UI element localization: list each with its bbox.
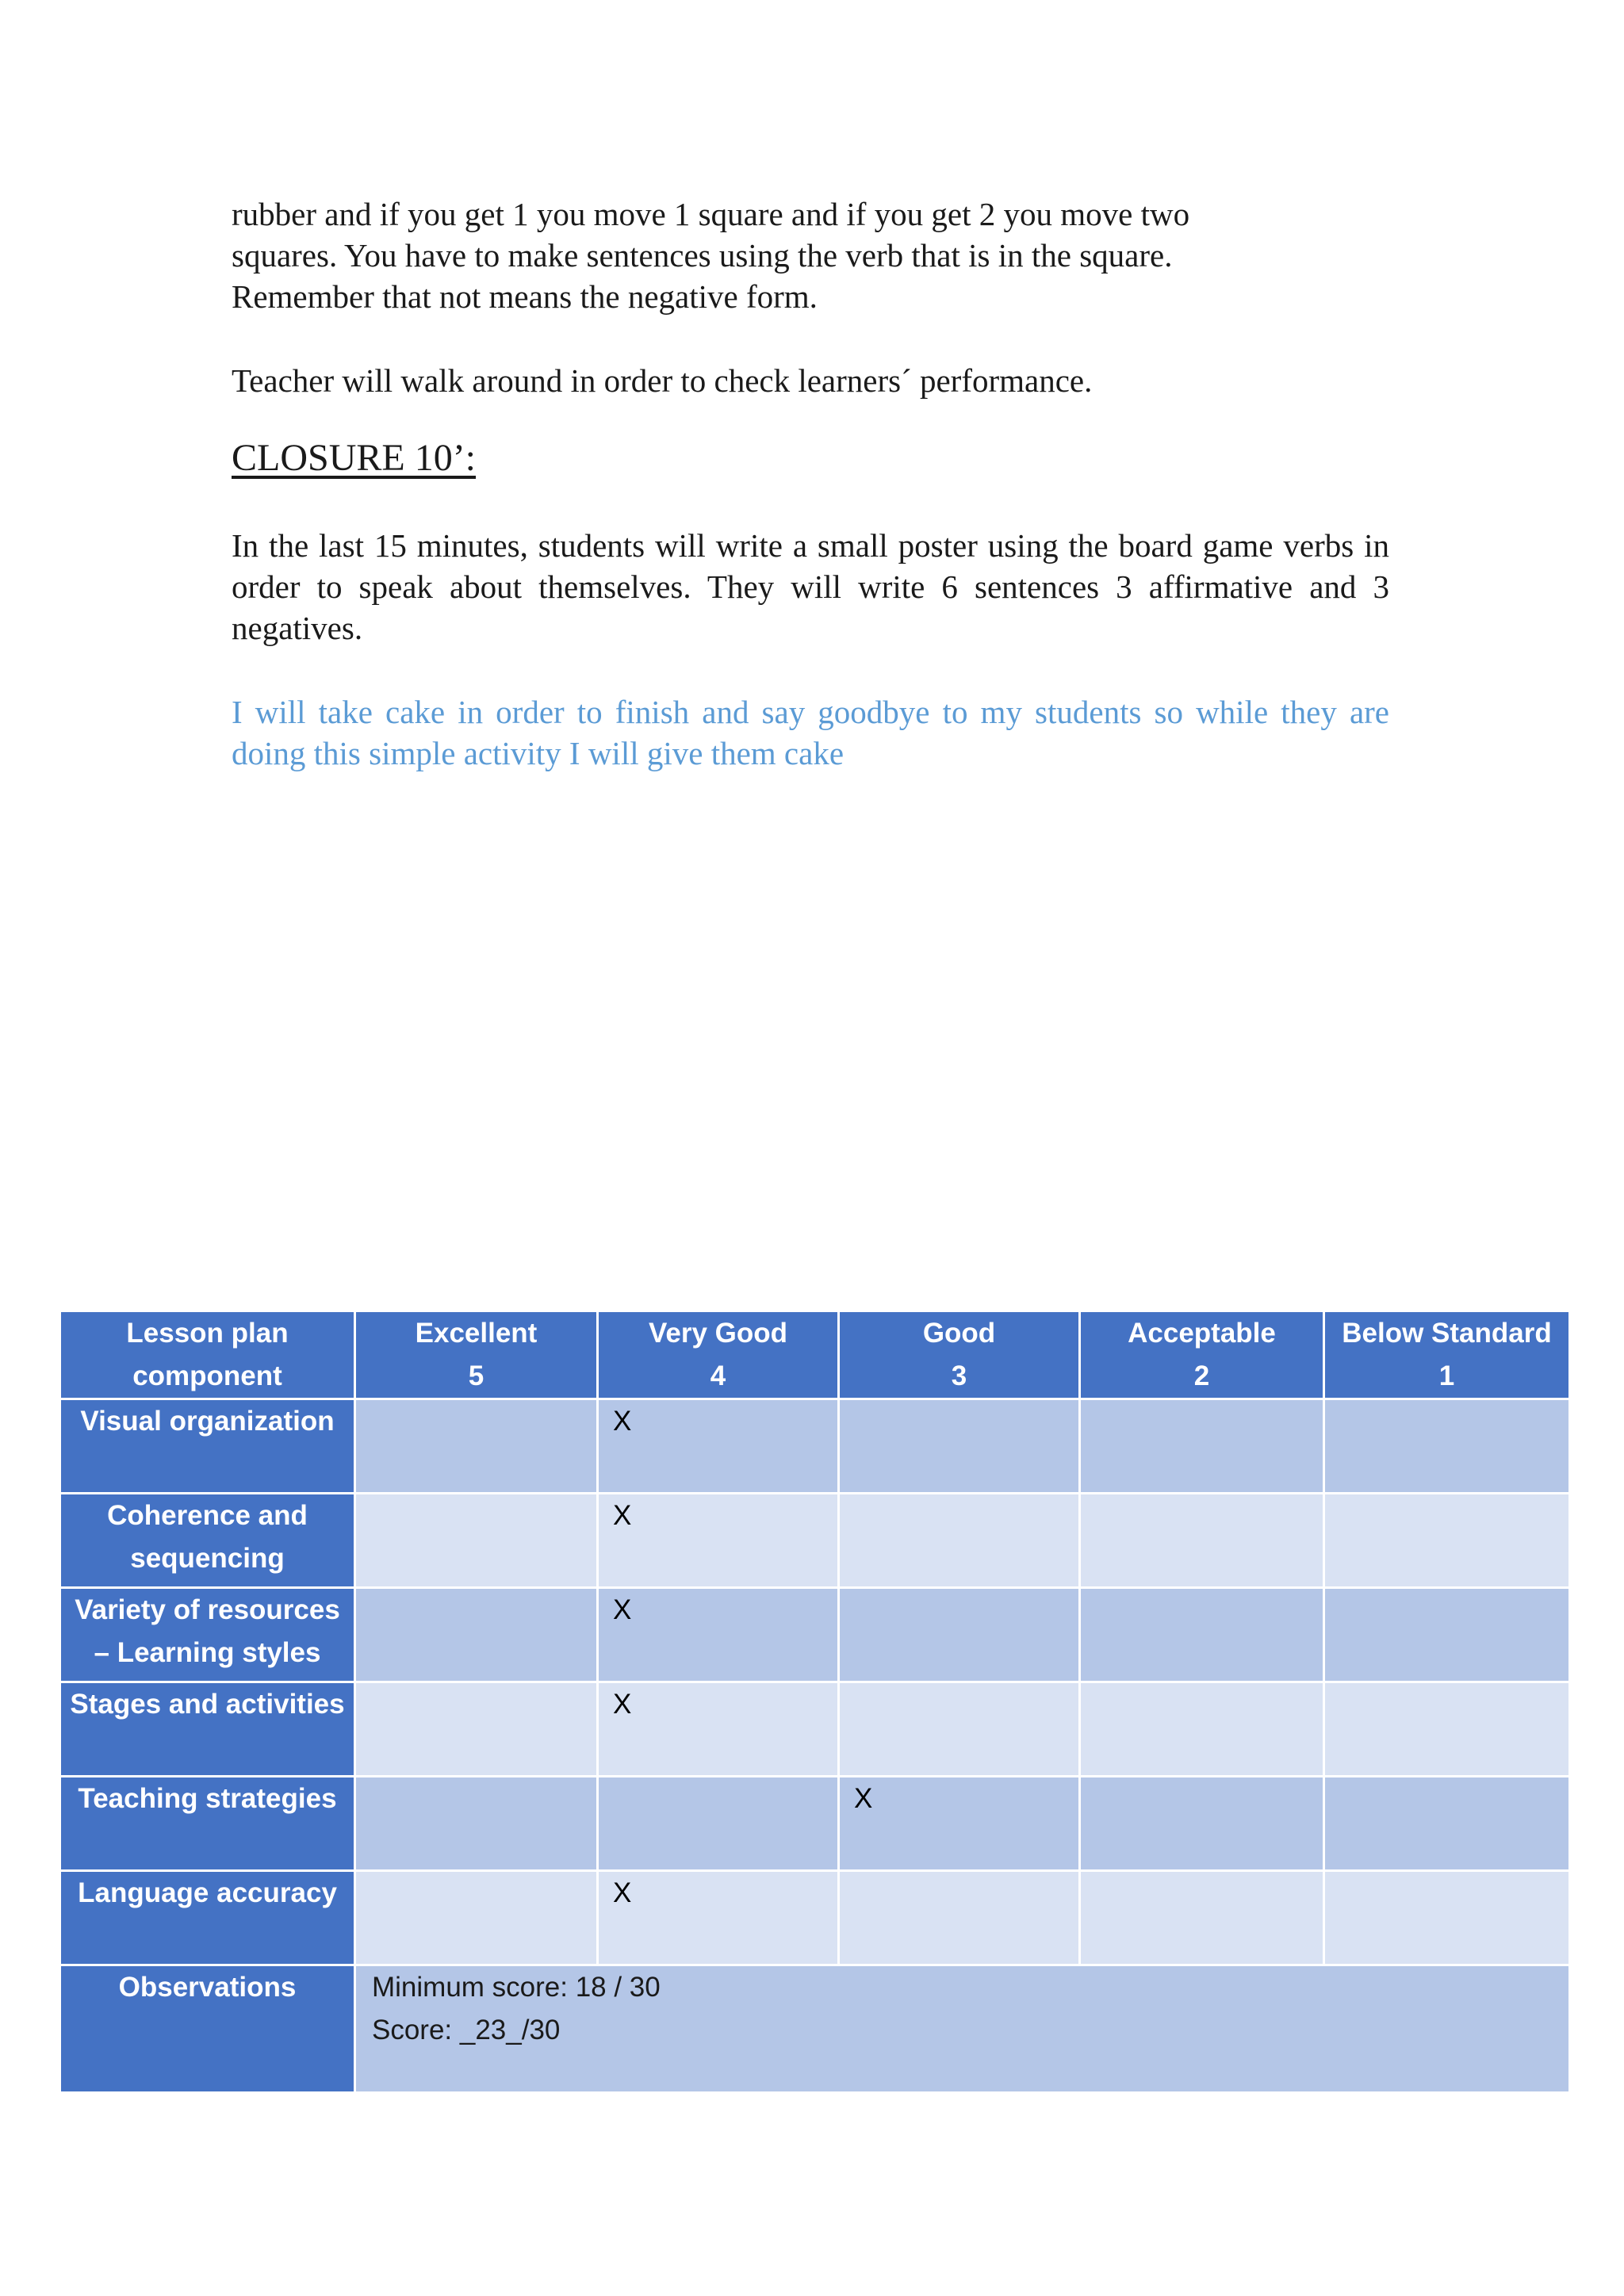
teacher-note-text: Teacher will walk around in order to check learners´ performance. <box>232 362 1093 399</box>
score-cell <box>839 1399 1080 1494</box>
row-label-line: – Learning styles <box>94 1637 321 1668</box>
observations-row <box>60 1965 1570 2093</box>
observations-label: Observations <box>60 1965 355 2093</box>
score-cell <box>1080 1682 1324 1777</box>
header-excellent <box>355 1311 598 1399</box>
score-cell <box>1324 1588 1570 1682</box>
row-label-line: Stages and activities <box>70 1689 345 1720</box>
header-label: Good <box>922 1318 996 1349</box>
header-below-standard <box>1324 1311 1570 1399</box>
header-score: 2 <box>1193 1360 1210 1391</box>
closure-heading: CLOSURE 10’: <box>232 437 477 479</box>
cake-note <box>232 691 1389 774</box>
score-cell <box>839 1682 1080 1777</box>
header-label: Very Good <box>648 1318 788 1349</box>
cake-note-text: I will take cake in order to finish and say goodbye to my students so while they are doing this simple activity I will give them cake <box>232 694 1389 771</box>
score-cell <box>1324 1399 1570 1494</box>
minimum-score: Minimum score: 18 / 30 <box>372 1972 661 2003</box>
score-cell <box>1324 1494 1570 1588</box>
score-cell <box>839 1588 1080 1682</box>
score-cell <box>839 1494 1080 1588</box>
row-label <box>60 1777 355 1871</box>
row-label <box>60 1494 355 1588</box>
rubric-row <box>60 1494 1570 1588</box>
header-good <box>839 1311 1080 1399</box>
score-cell <box>1080 1777 1324 1871</box>
header-very-good <box>598 1311 839 1399</box>
rubric-header-row <box>60 1311 1570 1399</box>
row-label <box>60 1399 355 1494</box>
header-label: Lesson plan <box>126 1318 289 1349</box>
row-label <box>60 1682 355 1777</box>
score-cell <box>1324 1682 1570 1777</box>
header-component <box>60 1311 355 1399</box>
row-label-line: Teaching strategies <box>78 1783 337 1814</box>
rubric-row <box>60 1871 1570 1965</box>
score-cell <box>355 1399 598 1494</box>
score-cell <box>355 1494 598 1588</box>
teacher-note <box>232 360 1389 401</box>
row-label-line: Language accuracy <box>78 1877 337 1908</box>
header-score: 5 <box>468 1360 485 1391</box>
row-label-line: Coherence and <box>107 1500 308 1531</box>
score-cell <box>1080 1399 1324 1494</box>
header-acceptable <box>1080 1311 1324 1399</box>
score-cell: X <box>598 1682 839 1777</box>
rubric-row <box>60 1682 1570 1777</box>
score-cell <box>355 1682 598 1777</box>
final-score: Score: _23_/30 <box>372 2015 561 2045</box>
score-cell <box>1080 1494 1324 1588</box>
score-cell <box>355 1777 598 1871</box>
score-cell: X <box>598 1494 839 1588</box>
score-cell: X <box>598 1871 839 1965</box>
closure-text: In the last 15 minutes, students will write a small poster using the board game verbs in order to speak about themselves. They will write 6 sentences 3 affirmative and 3 negatives. <box>232 527 1389 646</box>
header-score: 4 <box>710 1360 726 1391</box>
intro-line: Remember that not means the negative form. <box>232 278 818 315</box>
row-label-line: Variety of resources <box>75 1594 340 1625</box>
score-cell: X <box>598 1588 839 1682</box>
score-cell <box>1324 1871 1570 1965</box>
rubric-row <box>60 1588 1570 1682</box>
score-cell <box>598 1777 839 1871</box>
closure-paragraph <box>232 525 1389 649</box>
rubric-table <box>59 1310 1571 2094</box>
rubric-row <box>60 1777 1570 1871</box>
header-label: Excellent <box>415 1318 538 1349</box>
header-label: component <box>132 1360 282 1391</box>
header-label: Acceptable <box>1128 1318 1276 1349</box>
row-label-line: Visual organization <box>80 1406 335 1437</box>
score-cell: X <box>839 1777 1080 1871</box>
intro-paragraph <box>232 193 1389 317</box>
score-cell <box>355 1588 598 1682</box>
intro-line: rubber and if you get 1 you move 1 square and if you get 2 you move two <box>232 196 1190 232</box>
header-label: Below Standard <box>1342 1318 1552 1349</box>
row-label-line: sequencing <box>130 1543 285 1574</box>
row-label <box>60 1588 355 1682</box>
observations-cell <box>355 1965 1570 2093</box>
rubric-row <box>60 1399 1570 1494</box>
score-cell: X <box>598 1399 839 1494</box>
header-score: 3 <box>951 1360 967 1391</box>
score-cell <box>355 1871 598 1965</box>
score-cell <box>839 1871 1080 1965</box>
score-cell <box>1080 1871 1324 1965</box>
score-cell <box>1324 1777 1570 1871</box>
score-cell <box>1080 1588 1324 1682</box>
header-score: 1 <box>1438 1360 1455 1391</box>
row-label <box>60 1871 355 1965</box>
intro-line: squares. You have to make sentences using the verb that is in the square. <box>232 237 1173 274</box>
